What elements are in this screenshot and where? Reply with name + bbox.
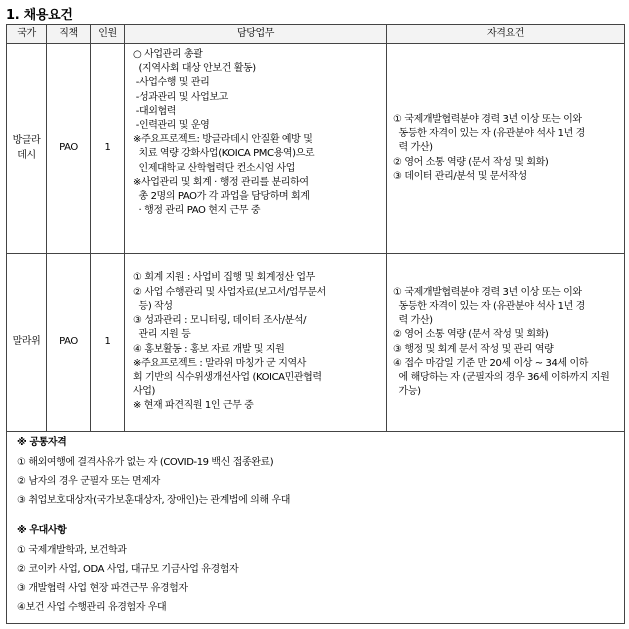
text-line: ① 해외여행에 결격사유가 없는 자 (COVID-19 백신 접종완료)	[17, 457, 274, 469]
text-line: ④ 홍보활동 : 홍보 자료 개발 및 지원	[133, 343, 285, 355]
common-row	[7, 432, 625, 624]
text-line: 등) 작성	[133, 300, 173, 312]
text-line: 총 2명의 PAO가 각 과업을 담당하며 회계	[133, 191, 310, 203]
qualifications-cell	[387, 254, 625, 432]
position-cell: PAO	[47, 254, 91, 432]
text-line: ③ 개발협력 사업 현장 파견근무 유경험자	[17, 583, 188, 595]
qualifications-cell	[387, 44, 625, 254]
position-cell: PAO	[47, 44, 91, 254]
text-line: 력 가산)	[393, 142, 433, 154]
country-cell: 말라위	[7, 254, 47, 432]
requirements-table	[6, 24, 625, 624]
text-line: ④ 접수 마감일 기준 만 20세 이상 ~ 34세 이하	[393, 357, 589, 369]
table-row	[7, 44, 625, 254]
text-line: ※사업관리 및 회계 · 행정 관리를 분리하여	[133, 176, 309, 188]
text-line: 력 가산)	[393, 315, 433, 327]
text-line: · 행정 관리 PAO 현지 근무 중	[133, 205, 261, 217]
text-line: -대외협력	[133, 105, 177, 117]
text-line: 치료 역량 강화사업(KOICA PMC용역)으로	[133, 148, 315, 160]
count-cell: 1	[91, 254, 125, 432]
header-qualifications: 자격요건	[387, 25, 625, 44]
text-line: ※주요프로젝트: 방글라데시 안질환 예방 및	[133, 134, 313, 146]
text-line: (지역사회 대상 안보건 활동)	[133, 63, 256, 75]
text-line: ③ 취업보호대상자(국가보훈대상자, 장애인)는 관계법에 의해 우대	[17, 495, 290, 507]
section-title: 1. 채용요건	[6, 8, 73, 23]
text-line: ④보건 사업 수행관리 유경험자 우대	[17, 602, 167, 614]
header-count: 인원	[91, 25, 125, 44]
common-list	[17, 453, 616, 510]
header-position: 직책	[47, 25, 91, 44]
text-line: 인제대학교 산학협력단 컨소시엄 사업	[133, 162, 296, 174]
text-line: ① 국제개발협력분야 경력 3년 이상 또는 이와	[393, 113, 582, 125]
common-title: ※ 공통자격	[17, 437, 67, 448]
text-line: ① 국제개발학과, 보건학과	[17, 545, 127, 557]
common-cell	[7, 432, 625, 624]
text-line: -성과관리 및 사업보고	[133, 91, 228, 103]
header-duties: 담당업무	[125, 25, 387, 44]
text-line: 관리 지원 등	[133, 329, 191, 341]
duties-cell	[125, 44, 387, 254]
text-line: 동등한 자격이 있는 자 (유관분야 석사 1년 경	[393, 300, 585, 312]
table-row	[7, 254, 625, 432]
text-line: 가능)	[393, 386, 421, 398]
text-line: ○ 사업관리 총괄	[133, 49, 203, 60]
text-line: -사업수행 및 관리	[133, 77, 210, 89]
text-line: ※주요프로젝트 : 말라위 마칭가 군 지역사	[133, 357, 307, 369]
text-line: ② 남자의 경우 군필자 또는 면제자	[17, 476, 160, 488]
text-line: 사업)	[133, 386, 156, 398]
text-line: ① 국제개발협력분야 경력 3년 이상 또는 이와	[393, 286, 582, 298]
text-line: ② 영어 소통 역량 (문서 작성 및 회화)	[393, 329, 549, 341]
text-line: 에 해당하는 자 (군필자의 경우 36세 이하까지 지원	[393, 371, 610, 383]
preferred-list	[17, 541, 616, 617]
text-line: 회 기반의 식수위생개선사업 (KOICA민관협력	[133, 371, 322, 383]
text-line: 동등한 자격이 있는 자 (유관분야 석사 1년 경	[393, 128, 585, 140]
text-line: ② 코이카 사업, ODA 사업, 대규모 기금사업 유경험자	[17, 564, 239, 576]
text-line: ② 사업 수행관리 및 사업자료(보고서/업무문서	[133, 286, 326, 298]
text-line: -인력관리 및 운영	[133, 120, 210, 132]
text-line: ③ 행정 및 회계 문서 작성 및 관리 역량	[393, 343, 554, 355]
preferred-title: ※ 우대사항	[17, 525, 67, 537]
text-line: ③ 데이터 관리/분석 및 문서작성	[393, 170, 527, 182]
text-line: ② 영어 소통 역량 (문서 작성 및 회화)	[393, 156, 549, 168]
country-cell: 방글라 데시	[7, 44, 47, 254]
header-row	[7, 25, 625, 44]
text-line: ① 회계 지원 : 사업비 집행 및 회계정산 업무	[133, 272, 315, 284]
count-cell: 1	[91, 44, 125, 254]
duties-cell	[125, 254, 387, 432]
text-line: ③ 성과관리 : 모니터링, 데이터 조사/분석/	[133, 315, 307, 327]
header-country: 국가	[7, 25, 47, 44]
text-line: ※ 현재 파견직원 1인 근무 중	[133, 400, 254, 412]
